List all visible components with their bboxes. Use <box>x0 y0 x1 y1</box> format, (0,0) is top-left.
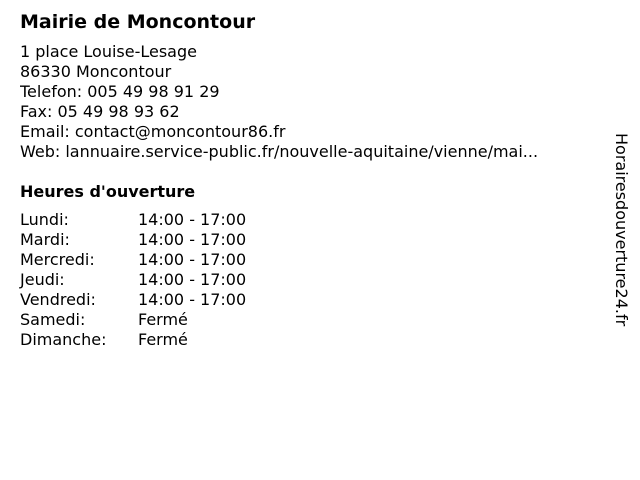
email-address: Email: contact@moncontour86.fr <box>20 122 286 141</box>
time-value: 14:00 - 17:00 <box>138 250 247 269</box>
hours-heading: Heures d'ouverture <box>20 182 196 201</box>
hours-row-monday <box>20 210 600 230</box>
time-value: 14:00 - 17:00 <box>138 230 247 249</box>
hours-row-wednesday <box>20 250 600 270</box>
day-label: Vendredi: <box>20 290 96 309</box>
site-watermark: Horairesdouverture24.fr <box>612 133 631 327</box>
time-value: 14:00 - 17:00 <box>138 210 247 229</box>
contact-info <box>20 42 600 162</box>
day-label: Dimanche: <box>20 330 107 349</box>
hours-row-thursday <box>20 270 600 290</box>
hours-row-friday <box>20 290 600 310</box>
page-title: Mairie de Moncontour <box>20 11 256 33</box>
time-value: Fermé <box>138 310 188 329</box>
hours-row-tuesday <box>20 230 600 250</box>
hours-row-sunday <box>20 330 600 350</box>
day-label: Jeudi: <box>20 270 65 289</box>
business-card <box>20 10 600 350</box>
street-address: 1 place Louise-Lesage <box>20 42 197 61</box>
time-value: Fermé <box>138 330 188 349</box>
time-value: 14:00 - 17:00 <box>138 270 247 289</box>
hours-row-saturday <box>20 310 600 330</box>
website-link: Web: lannuaire.service-public.fr/nouvelle-aquitaine/vienne/mai... <box>20 142 539 161</box>
day-label: Samedi: <box>20 310 86 329</box>
day-label: Mardi: <box>20 230 70 249</box>
day-label: Lundi: <box>20 210 69 229</box>
day-label: Mercredi: <box>20 250 95 269</box>
fax-number: Fax: 05 49 98 93 62 <box>20 102 180 121</box>
city-address: 86330 Moncontour <box>20 62 172 81</box>
phone-number: Telefon: 005 49 98 91 29 <box>20 82 220 101</box>
time-value: 14:00 - 17:00 <box>138 290 247 309</box>
opening-hours-table <box>20 210 600 350</box>
